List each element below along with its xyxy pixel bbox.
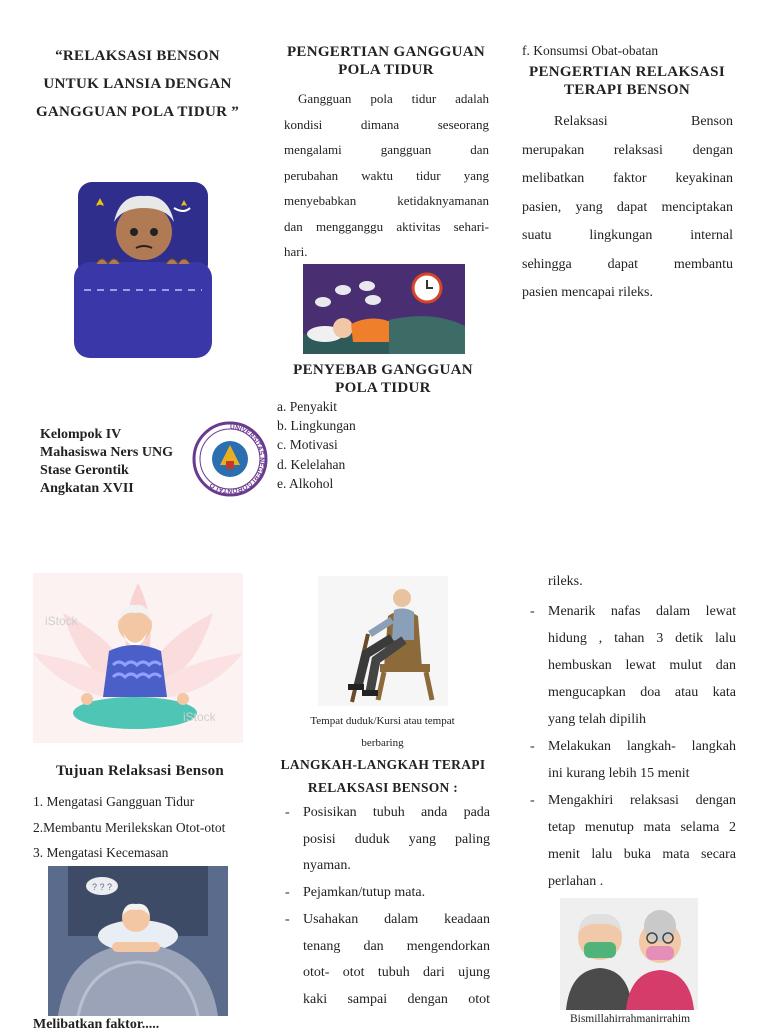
bottom-text: Melibatkan faktor..... <box>33 1017 160 1032</box>
group-line: Kelompok IV <box>40 427 122 442</box>
steps-list-part2 <box>526 598 736 895</box>
heading-line: POLA TIDUR <box>335 380 431 396</box>
list-item: 1. Mengatasi Gangguan Tidur <box>33 794 195 809</box>
group-line: Stase Gerontik <box>40 463 129 478</box>
group-line: Mahasiswa Ners UNG <box>40 445 173 460</box>
heading-line: PENGERTIAN RELAKSASI <box>529 64 725 80</box>
text-line: hembuskan lewat mulut dan <box>548 658 736 673</box>
elder-chair-illustration <box>318 576 448 706</box>
university-logo <box>192 421 268 497</box>
heading-line: PENYEBAB GANGGUAN <box>293 362 473 378</box>
title-line: “RELAKSASI BENSON <box>55 48 220 64</box>
heading-line: POLA TIDUR <box>338 62 434 78</box>
text-line: hidung , tahan 3 detik lalu <box>548 631 736 646</box>
title-line: GANGGUAN POLA TIDUR ” <box>35 104 240 120</box>
text-line: - Menarik nafas dalam lewat <box>548 604 736 619</box>
meditating-elder-illustration <box>33 573 243 743</box>
list-item: 2.Membantu Merilekskan Otot-otot <box>33 819 226 835</box>
text-line: melibatkan faktor keyakinan <box>522 171 733 186</box>
causes-list <box>277 397 356 493</box>
list-item: b. Lingkungan <box>277 418 356 434</box>
text-line: mengalami gangguan dan <box>284 142 489 157</box>
group-line: Angkatan XVII <box>40 481 134 496</box>
list-item: d. Kelelahan <box>277 456 346 472</box>
elderly-couple-illustration <box>560 898 698 1010</box>
text-line: perlahan . <box>548 874 604 889</box>
text-line: menyebabkan ketidaknyamanan <box>284 193 489 208</box>
goal-heading: Tujuan Relaksasi Benson <box>55 763 225 779</box>
heading-benson-definition <box>516 63 738 99</box>
text-line: menit lalu buka mata secara <box>548 847 736 862</box>
text-line: perubahan waktu tidur yang <box>284 167 489 183</box>
list-item: c. Motivasi <box>277 437 338 453</box>
benson-definition <box>522 108 733 308</box>
text-line: - Usahakan dalam keadaan <box>303 911 490 927</box>
title-line: UNTUK LANSIA DENGAN <box>43 76 232 92</box>
steps-list-part1 <box>281 800 490 1014</box>
sleeping-elder-illustration <box>48 866 228 1016</box>
heading-line: LANGKAH-LANGKAH TERAPI <box>280 757 486 772</box>
chair-caption <box>280 710 485 754</box>
list-item <box>281 800 490 880</box>
text-line: pasien, yang dapat menciptakan <box>522 199 733 215</box>
svg-text:? ? ?: ? ? ? <box>92 882 113 892</box>
heading-line: TERAPI BENSON <box>563 82 690 98</box>
heading-line: RELAKSASI BENSON : <box>307 780 459 795</box>
closing-text: Bismillahirrahmanirrahim <box>569 1013 691 1025</box>
text-line: ini kurang lebih 15 menit <box>548 766 690 781</box>
steps-heading <box>280 753 486 799</box>
extra-cause: f. Konsumsi Obat-obatan <box>522 43 659 58</box>
text-line: Gangguan pola tidur adalah <box>298 91 489 106</box>
text-line: suatu lingkungan internal <box>522 228 733 243</box>
sleep-disorder-definition <box>284 86 489 265</box>
caption-line: berbaring <box>361 737 404 749</box>
text-line: kaki sampai dengan otot <box>303 991 490 1007</box>
group-info <box>40 426 173 498</box>
sleeping-person-illustration <box>303 264 465 354</box>
text-line: kondisi dimana seseorang <box>284 116 489 132</box>
text-line: sehingga dapat membantu <box>522 256 733 272</box>
text-line: tenang dan mengendorkan <box>303 938 490 954</box>
list-item <box>281 907 490 1014</box>
text-line: - Mengakhiri relaksasi dengan <box>548 793 736 808</box>
heading-sleep-disorder <box>280 43 492 79</box>
text-line: pasien mencapai rileks. <box>522 285 654 300</box>
list-item: 3. Mengatasi Kecemasan <box>33 845 169 860</box>
brochure-title <box>20 42 255 126</box>
insomnia-elder-illustration <box>70 178 215 360</box>
text-line: hari. <box>284 244 308 259</box>
list-item <box>526 733 736 787</box>
caption-line: Tempat duduk/Kursi atau tempat <box>310 715 455 727</box>
list-item: e. Alkohol <box>277 475 334 491</box>
text-line: mengucapkan doa atau kata <box>548 685 736 700</box>
logo-ring-text: UNIVERSITAS NEGERI GORONTALO <box>208 423 265 495</box>
heading-line: PENGERTIAN GANGGUAN <box>286 44 486 60</box>
text-line: - Pejamkan/tutup mata. <box>303 885 426 901</box>
list-item <box>526 598 736 733</box>
text-line: posisi duduk yang paling <box>303 831 490 847</box>
text-line: otot- otot tubuh dari ujung <box>303 965 490 981</box>
heading-causes <box>280 361 486 397</box>
text-line: tetap menutup mata selama 2 <box>548 820 736 835</box>
continued-text: rileks. <box>548 574 583 589</box>
text-line: dan mengganggu aktivitas sehari- <box>284 218 489 234</box>
text-line: Relaksasi Benson <box>554 114 733 129</box>
text-line: - Posisikan tubuh anda pada <box>303 805 490 820</box>
list-item <box>281 880 490 907</box>
text-line: merupakan relaksasi dengan <box>522 142 733 158</box>
goals-list <box>33 789 225 866</box>
watermark-text: iStock <box>45 614 78 628</box>
watermark-text: iStock <box>183 710 216 724</box>
text-line: yang telah dipilih <box>548 712 646 727</box>
list-item: a. Penyakit <box>277 399 337 414</box>
text-line: - Melakukan langkah- langkah <box>548 739 736 754</box>
list-item <box>526 787 736 895</box>
text-line: nyaman. <box>303 858 351 874</box>
